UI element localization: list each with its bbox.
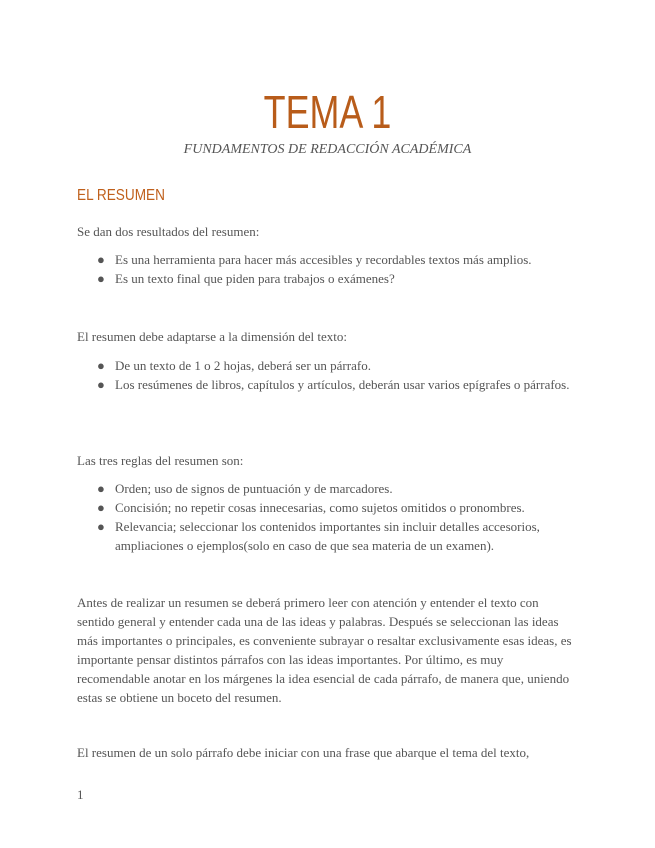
list-item — [77, 498, 577, 517]
paragraph-procedure: Antes de realizar un resumen se deberá primero leer con atención y entender el texto con sentido general y entender cada una de las ideas y palabras. Después se seleccionan las ideas más importantes o principales, es conveniente subrayar o resaltar exclusivamente esas ideas, es importante pensar distintos párrafos con las ideas importantes. Por último, es muy recomendable anotar en los márgenes la idea esencial de cada párrafo, de manera que, uniendo estas se obtiene un boceto del resumen. — [77, 595, 572, 705]
bullet-icon: ● — [97, 519, 105, 534]
list-item-text: De un texto de 1 o 2 hojas, deberá ser un párrafo. — [115, 358, 371, 373]
bullet-icon: ● — [97, 252, 105, 267]
paragraph-dimension-intro: El resumen debe adaptarse a la dimensión del texto: — [77, 329, 348, 344]
page-number: 1 — [77, 787, 84, 802]
list-item — [77, 479, 577, 498]
list-item-text: Los resúmenes de libros, capítulos y artículos, deberán usar varios epígrafes o párrafos. — [115, 377, 570, 392]
list-item-text: Orden; uso de signos de puntuación y de marcadores. — [115, 481, 393, 496]
list-item-text: Concisión; no repetir cosas innecesarias, como sujetos omitidos o pronombres. — [115, 500, 525, 515]
page-title: TEMA 1 — [263, 86, 392, 138]
bullet-icon: ● — [97, 500, 105, 515]
bullet-icon: ● — [97, 271, 105, 286]
list-item — [77, 250, 577, 269]
page-subtitle: FUNDAMENTOS DE REDACCIÓN ACADÉMICA — [183, 142, 472, 157]
paragraph-single-paragraph: El resumen de un solo párrafo debe iniciar con una frase que abarque el tema del texto, — [77, 745, 530, 760]
list-item-text: Es una herramienta para hacer más accesibles y recordables textos más amplios. — [115, 252, 532, 267]
bullet-icon: ● — [97, 377, 105, 392]
list-item — [77, 517, 577, 555]
list-item-text: Es un texto final que piden para trabajos o exámenes? — [115, 271, 395, 286]
list-item-text: Relevancia; seleccionar los contenidos importantes sin incluir detalles accesorios, ampliaciones o ejemplos(solo en caso de que sea materia de un examen). — [115, 519, 540, 553]
section-heading: EL RESUMEN — [77, 187, 165, 204]
list-item — [77, 269, 577, 288]
list-item — [77, 356, 577, 375]
rules-list — [77, 479, 577, 555]
bullet-icon: ● — [97, 481, 105, 496]
dimension-list — [77, 356, 577, 394]
paragraph-rules-intro: Las tres reglas del resumen son: — [77, 453, 244, 468]
paragraph-results-intro: Se dan dos resultados del resumen: — [77, 224, 260, 239]
bullet-icon: ● — [97, 358, 105, 373]
results-list — [77, 250, 577, 288]
list-item — [77, 375, 577, 394]
